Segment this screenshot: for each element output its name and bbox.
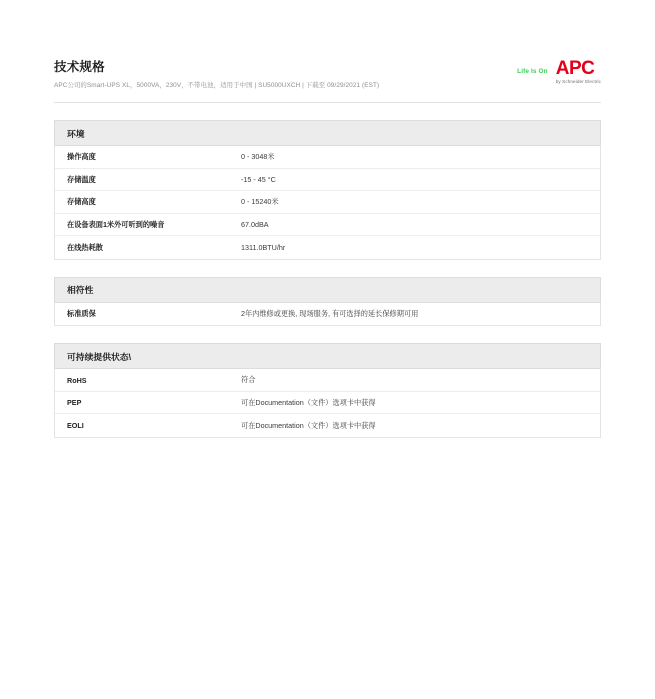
section-title: 可持续提供状态\ [67,351,132,362]
row-value: 67.0dBA [241,220,269,230]
table-row [55,191,600,214]
row-value: 0 - 15240米 [241,197,279,207]
section-header [54,277,601,302]
spec-section-environment [54,120,601,260]
table-row [55,146,600,169]
page-title: 技术规格 [54,60,105,74]
table-row [55,369,600,392]
product-subtitle: APC公司的Smart-UPS XL，5000VA，230V，不带电池，适用于中国 | SU5000UXCH | 下载至 09/29/2021 (EST) [54,82,380,89]
row-label: 操作高度 [67,152,96,162]
brand-name: APC [555,58,595,79]
section-title: 环境 [67,128,85,139]
tagline-text: Life Is On [517,68,548,76]
row-label: RoHS [67,375,87,385]
row-value: 符合 [241,375,256,385]
spec-section-sustainability [54,343,601,438]
row-label: EOLI [67,421,84,431]
table-row [55,169,600,192]
row-value: 1311.0BTU/hr [241,243,286,253]
section-header [54,120,601,145]
table-row [55,303,600,326]
section-title: 相符性 [67,285,94,296]
section-rows [54,302,601,327]
section-header [54,343,601,368]
table-row [55,236,600,259]
document-header [54,0,601,90]
brand-subtitle: by Schneider Electric [555,79,601,84]
row-label: PEP [67,398,82,408]
row-label: 在线热耗散 [67,242,103,252]
brand-logo [517,55,601,85]
row-label: 存储温度 [67,174,96,184]
apc-logo [556,59,601,85]
row-label: 存储高度 [67,197,96,207]
section-rows [54,368,601,438]
spec-section-conformance [54,277,601,327]
row-label: 在设备表面1米外可听到的噪音 [67,219,165,229]
row-label: 标准质保 [67,309,96,319]
row-value: 可在Documentation（文件）选项卡中获得 [241,397,376,407]
section-rows [54,145,601,260]
row-value: 0 - 3048米 [241,152,275,162]
header-divider [54,102,601,103]
row-value: -15 - 45 °C [241,175,276,185]
header-text-block [54,55,379,90]
table-row [55,214,600,237]
row-value: 2年内维修或更换, 现场服务, 有可选择的延长保修期可用 [241,309,419,319]
table-row [55,414,600,437]
table-row [55,392,600,415]
row-value: 可在Documentation（文件）选项卡中获得 [241,420,376,430]
